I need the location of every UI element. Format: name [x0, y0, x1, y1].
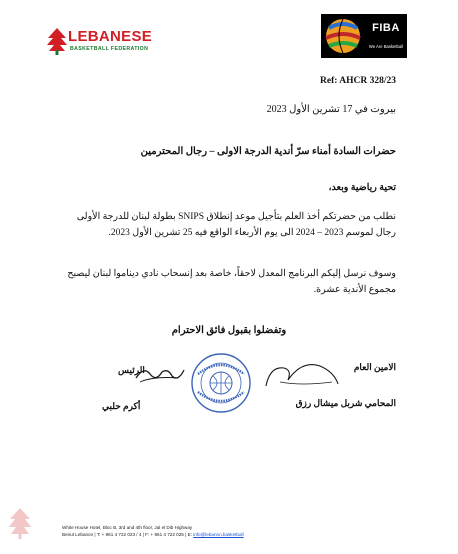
president-title: الرئيس — [118, 365, 145, 375]
closing-line: وتفضلوا بقبول فائق الاحترام — [171, 325, 287, 336]
paragraph-postponement: نطلب من حضرتكم أخذ العلم بتأجيل موعد إنطلاق SNIPS بطولة لبنان للدرجة الأولى رجال لموسم 2023 – 2024 الى يوم الأربعاء الواقع فيه 25 تشرين الأول 2023. — [76, 212, 396, 238]
addressee: حضرات السادة أمناء سرّ أندية الدرجة الاولى – رجال المحترمين — [140, 146, 396, 157]
secretary-name: المحامي شربل ميشال رزق — [295, 398, 396, 408]
footer-email-link[interactable]: info@lebanon.basketball — [193, 532, 244, 537]
footer-address — [62, 524, 244, 538]
cedar-icon — [44, 26, 70, 56]
cedar-watermark-icon — [6, 506, 34, 540]
fiba-name: FIBA — [372, 22, 400, 34]
federation-stamp — [190, 352, 252, 414]
secretary-signature — [262, 356, 342, 392]
federation-name: LEBANESE — [68, 28, 153, 45]
greeting: تحية رياضية وبعد، — [328, 183, 396, 193]
footer-line-1: White House Hotel, Bloc B, 3rd and 4th floor, Jal el Dib Highway — [62, 525, 193, 530]
letter-date: بيروت في 17 تشرين الأول 2023 — [266, 104, 396, 115]
president-signature — [134, 362, 186, 386]
fiba-ball-icon — [321, 14, 365, 58]
paragraph-schedule: وسوف نرسل إليكم البرنامج المعدل لاحقاً، خاصة بعد إنسحاب نادي ديناموا لبنان ليصبح مجموع الأندية عشرة. — [67, 269, 396, 295]
fiba-logo — [365, 14, 407, 58]
fiba-tagline: We Are Basketball — [368, 44, 404, 49]
president-name: أكرم حلبي — [102, 401, 141, 411]
footer-line-2 — [62, 531, 244, 538]
secretary-title: الامين العام — [353, 362, 396, 372]
reference-number: Ref: AHCR 328/23 — [320, 76, 396, 86]
footer-contact: Beirut Lebanon | T: + 961 4 722 023 / 4 | F: + 961 4 722 025 | E: — [62, 532, 194, 537]
federation-subtitle: BASKETBALL FEDERATION — [70, 46, 149, 52]
federation-logo — [44, 26, 154, 60]
